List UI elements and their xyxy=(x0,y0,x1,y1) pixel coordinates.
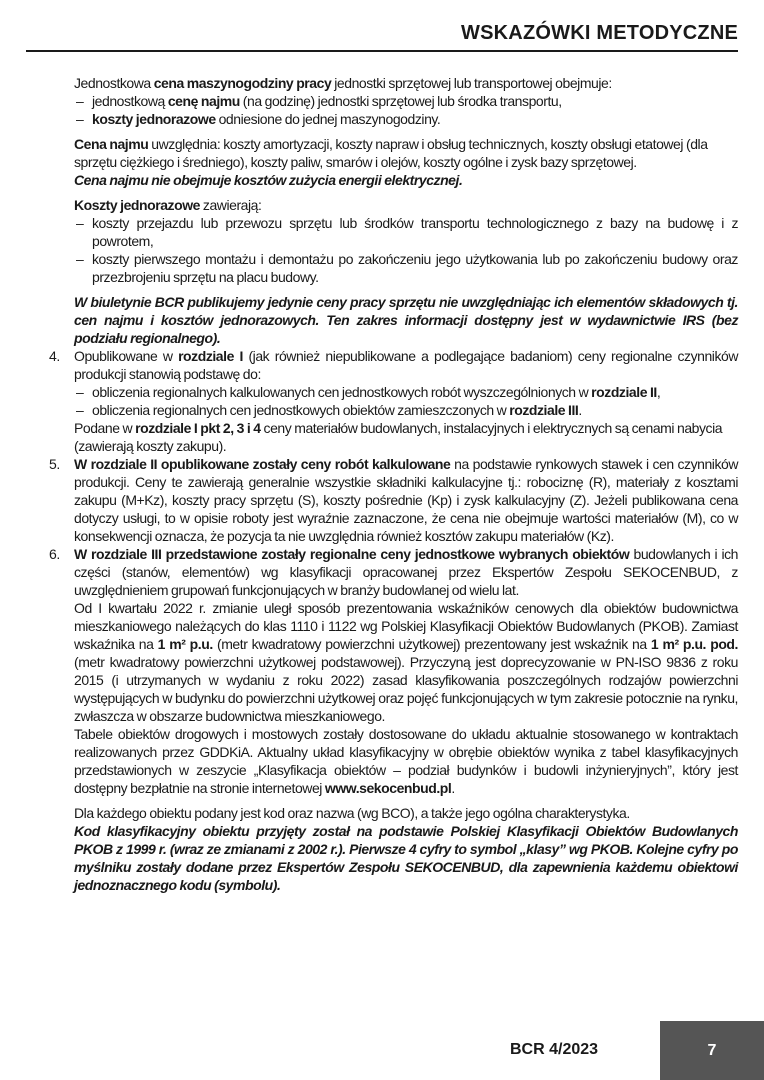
bold-term: 1 m² p.u. pod. xyxy=(650,636,738,652)
text: Jednostkowa xyxy=(74,75,154,91)
list-item-rental-price xyxy=(26,92,738,110)
paragraph-rental-price xyxy=(26,135,738,189)
text: obliczenia regionalnych cen jednostkowych obiektów zamieszczonych w xyxy=(92,402,510,418)
bold-term: W rozdziale II opublikowane zostały ceny robót kalkulowane xyxy=(74,456,451,472)
text: , xyxy=(656,384,661,400)
text: Od I kwartału 2022 r. zmianie uległ sposób prezentowania wskaźników cenowych dla obiektów budownictwa mieszkaniowego należących do klas 1110 i 1122 wg Polskiej Klasyfikacji Obiektów Budowlanych (PKOB). Zamiast wskaźnika na xyxy=(74,600,738,652)
text: Opublikowane w xyxy=(74,348,179,364)
text: odniesione do jednej maszynogodziny. xyxy=(215,111,441,127)
item-number: 6. xyxy=(49,546,60,562)
article-body xyxy=(26,74,738,894)
bold-term: cena maszynogodziny pracy xyxy=(153,75,332,91)
page-header-title: WSKAZÓWKI METODYCZNE xyxy=(461,22,738,44)
text: . xyxy=(578,402,582,418)
paragraph-object-code: Dla każdego obiektu podany jest kod oraz nazwa (wg BCO), a także jego ogólna charakterystyka. xyxy=(74,805,630,821)
item-number: 4. xyxy=(49,348,60,364)
bold-term: W rozdziale III przedstawione zostały regionalne ceny jednostkowe wybranych obiektów xyxy=(74,546,630,562)
bold-term: rozdziale I pkt 2, 3 i 4 xyxy=(135,420,261,436)
bold-term: cenę najmu xyxy=(167,93,240,109)
paragraph-one-off-costs xyxy=(26,196,738,214)
paragraph-road-tables xyxy=(26,725,738,797)
text: zawierają: xyxy=(199,197,262,213)
bold-term: koszty jednorazowe xyxy=(92,111,216,127)
text: ceny materiałów budowlanych, instalacyjnych i elektrycznych są cenami nabycia (zawierają koszty zakupu). xyxy=(74,420,723,454)
item-number: 5. xyxy=(49,456,60,472)
list-item-one-off-costs xyxy=(26,110,738,128)
list-item-assembly-costs: – koszty pierwszego montażu i demontażu po zakończeniu jego użytkowania lub po zakończeniu budowy oraz przezbrojeniu sprzętu na placu budowy. xyxy=(26,250,738,286)
text: (metr kwadratowy powierzchni użytkowej) prezentowany jest wskaźnik na xyxy=(212,636,651,652)
numbered-item-4 xyxy=(26,347,738,383)
bold-term: rozdziale III xyxy=(509,402,579,418)
bulletin-note: W biuletynie BCR publikujemy jedynie ceny pracy sprzętu nie uwzględniając ich elementów składowych tj. cen najmu i kosztów jednorazowych. Ten zakres informacji dostępny jest w wydawnictwie IRS (bez podziału regionalnego). xyxy=(74,294,738,346)
text: . xyxy=(451,780,455,796)
paragraph-pkob-change xyxy=(26,599,738,725)
text: obliczenia regionalnych kalkulowanych cen jednostkowych robót wyszczególnionych w xyxy=(92,384,592,400)
text: jednostki sprzętowej lub transportowej obejmuje: xyxy=(331,75,612,91)
text: (metr kwadratowy powierzchni użytkowej podstawowej). Przyczyną jest doprecyzowanie w PN-ISO 9836 z roku 2015 (i utrzymanych w wydaniu z roku 2022) zasad klasyfikowania poszczególnych rodzajów powierzchni występujących w budynku do powierzchni użytkowej oraz pojęć funkcjonujących w tym zakresie potocznie na rynku, zwłaszcza w obszarze budownictwa mieszkaniowego. xyxy=(74,654,738,724)
italic-note: Cena najmu nie obejmuje kosztów zużycia energii elektrycznej. xyxy=(74,172,463,188)
text: (jak również niepublikowane a podlegające badaniom) ceny regionalne czynników produkcji stanowią podstawę do: xyxy=(74,348,738,382)
text: jednostkową xyxy=(92,93,168,109)
bold-term: Cena najmu xyxy=(74,136,149,152)
paragraph-material-prices xyxy=(26,419,738,455)
text: budowlanych i ich części (stanów, elementów) wg klasyfikacji opracowanej przez Ekspertów Zespołu SEKOCENBUD, z uwzględnieniem grupowań funkcjonujących w branży budowlanej od wielu lat. xyxy=(74,546,738,598)
list-item-chapter-ii xyxy=(26,383,738,401)
page-number: 7 xyxy=(707,1041,717,1059)
classification-note: Kod klasyfikacyjny obiektu przyjęty został na podstawie Polskiej Klasyfikacji Obiektów Budowlanych PKOB z 1999 r. (wraz ze zmianami z 2002 r.). Pierwsze 4 cyfry to symbol „klasy” wg PKOB. Kolejne cyfry po myślniku zostały dodane przez Ekspertów Zespołu SEKOCENBUD, dla zapewnienia każdemu obiektowi jednoznacznego kodu (symbolu). xyxy=(74,823,738,893)
text: (na godzinę) jednostki sprzętowej lub środka transportu, xyxy=(239,93,562,109)
paragraph-machine-hour-price xyxy=(26,74,738,92)
numbered-item-6 xyxy=(26,545,738,599)
bold-term: rozdziale II xyxy=(591,384,657,400)
page-number-box xyxy=(660,1021,764,1080)
bold-term: Koszty jednorazowe xyxy=(74,197,200,213)
website-link[interactable]: www.sekocenbud.pl xyxy=(324,780,452,796)
text: uwzględnia: koszty amortyzacji, koszty napraw i obsług technicznych, koszty obsługi etatowej (dla sprzętu ciężkiego i średniego), koszty paliw, smarów i olejów, koszty ogólne i zysk bazy sprzętowej. xyxy=(74,136,708,170)
list-item-chapter-iii xyxy=(26,401,738,419)
bold-term: rozdziale I xyxy=(178,348,243,364)
list-item-transport-costs: – koszty przejazdu lub przewozu sprzętu lub środków transportu technologicznego z bazy na budowę i z powrotem, xyxy=(26,214,738,250)
footer-issue: BCR 4/2023 xyxy=(510,1041,599,1058)
text: Tabele obiektów drogowych i mostowych zostały dostosowane do układu aktualnie stosowanego w kontraktach realizowanych przez GDDKiA. Aktualny układ klasyfikacyjny w obrębie obiektów wynika z tabel klasyfikacyjnych przedstawionych w zeszycie „Klasyfikacja obiektów – podział budynków i budowli inżynieryjnych”, który jest dostępny bezpłatnie na stronie internetowej xyxy=(74,726,738,796)
header-rule xyxy=(26,50,738,52)
numbered-item-5 xyxy=(26,455,738,545)
text: Podane w xyxy=(74,420,136,436)
bold-term: 1 m² p.u. xyxy=(157,636,213,652)
text: na podstawie rynkowych stawek i cen czynników produkcji. Ceny te zawierają generalnie wszystkie składniki kalkulacyjne tj.: robociznę (R), materiały z kosztami zakupu (M+Kz), koszty pracy sprzętu (S), koszty pośrednie (Kp) i zysk kalkulacyjny (Z). Jeżeli publikowana cena dotyczy usługi, to w opisie roboty jest wyraźnie zaznaczone, że cena nie obejmuje wartości materiałów (M), co w konsekwencji oznacza, że pozycja ta nie uwzględnia również kosztów zakupu materiałów (Kz). xyxy=(74,456,738,544)
